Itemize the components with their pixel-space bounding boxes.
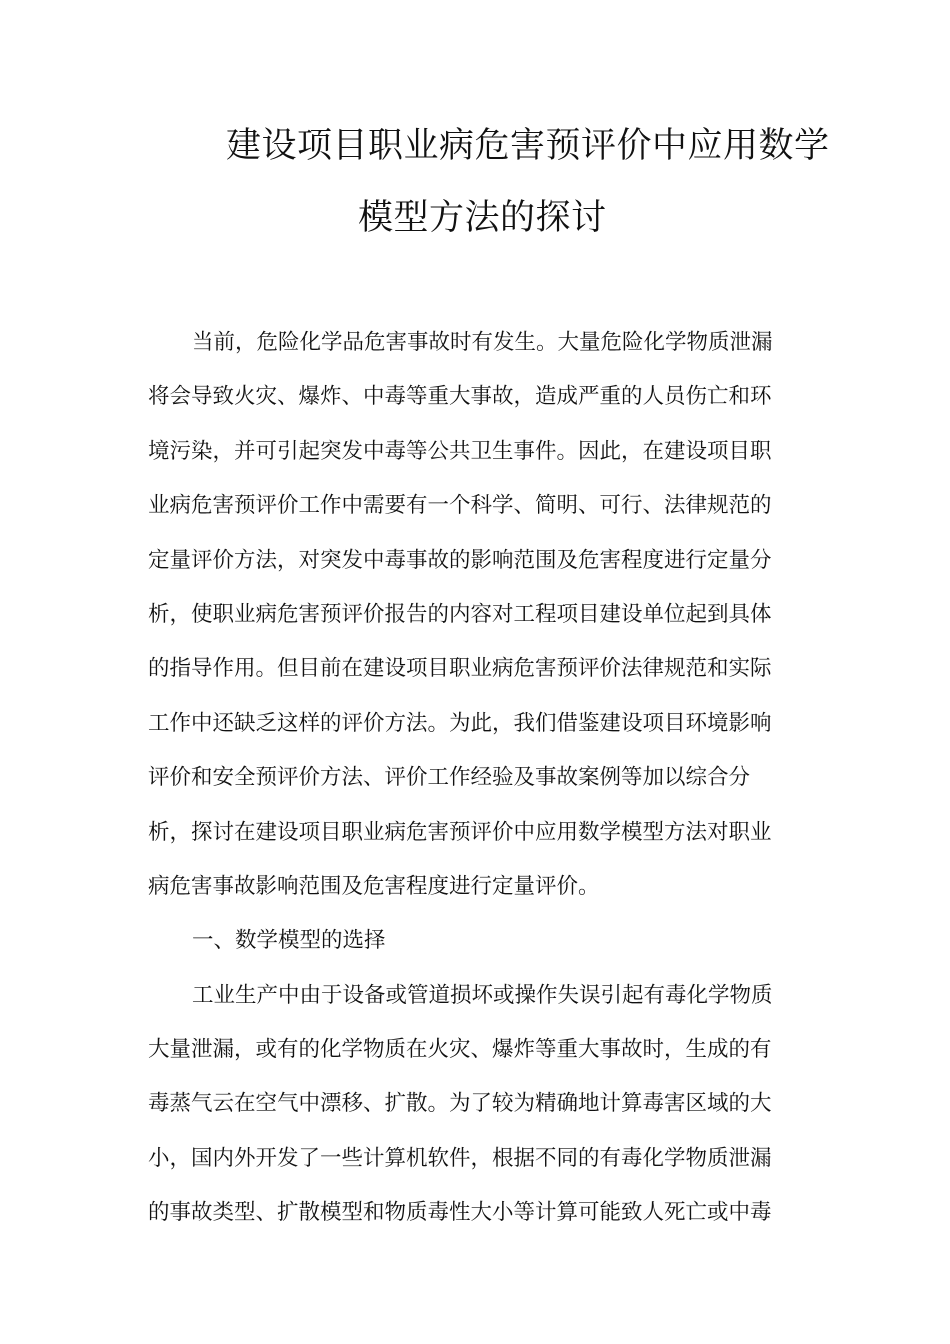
text-line: 的指导作用。但目前在建设项目职业病危害预评价法律规范和实际 <box>148 656 772 682</box>
text-line: 当前，危险化学品危害事故时有发生。大量危险化学物质泄漏 <box>192 330 773 355</box>
document-title-line-2: 模型方法的探讨 <box>358 198 607 238</box>
text-line: 析，使职业病危害预评价报告的内容对工程项目建设单位起到具体 <box>148 601 772 627</box>
document-title-line-1: 建设项目职业病危害预评价中应用数学 <box>226 126 830 166</box>
text-line: 将会导致火灾、爆炸、中毒等重大事故，造成严重的人员伤亡和环 <box>148 384 772 410</box>
text-line: 定量评价方法，对突发中毒事故的影响范围及危害程度进行定量分 <box>148 547 772 573</box>
text-line: 毒蒸气云在空气中漂移、扩散。为了较为精确地计算毒害区域的大 <box>148 1091 772 1117</box>
text-line: 工作中还缺乏这样的评价方法。为此，我们借鉴建设项目环境影响 <box>148 710 772 736</box>
text-line: 病危害事故影响范围及危害程度进行定量评价。 <box>148 873 600 899</box>
text-line: 析，探讨在建设项目职业病危害预评价中应用数学模型方法对职业 <box>148 819 772 845</box>
text-line: 大量泄漏，或有的化学物质在火灾、爆炸等重大事故时，生成的有 <box>148 1037 772 1063</box>
text-line: 的事故类型、扩散模型和物质毒性大小等计算可能致人死亡或中毒 <box>148 1200 772 1226</box>
text-line: 小，国内外开发了一些计算机软件，根据不同的有毒化学物质泄漏 <box>148 1145 772 1171</box>
section-heading: 一、数学模型的选择 <box>192 928 386 954</box>
text-line: 境污染，并可引起突发中毒等公共卫生事件。因此，在建设项目职 <box>148 438 772 464</box>
text-line: 工业生产中由于设备或管道损坏或操作失误引起有毒化学物质 <box>192 982 773 1008</box>
paragraph-intro <box>148 316 796 1241</box>
text-line: 评价和安全预评价方法、评价工作经验及事故案例等加以综合分 <box>148 765 751 791</box>
text-line: 业病危害预评价工作中需要有一个科学、简明、可行、法律规范的 <box>148 493 772 519</box>
